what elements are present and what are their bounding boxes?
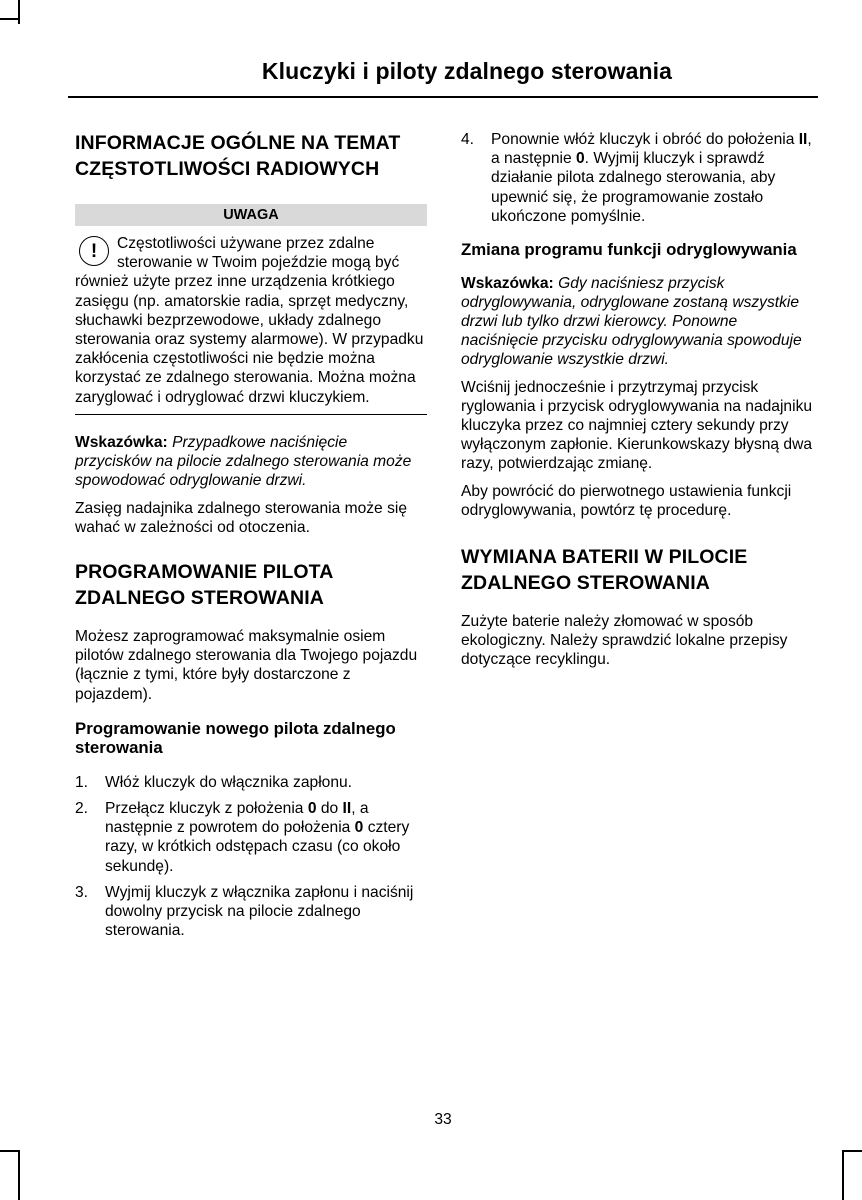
unlock-restore: Aby powrócić do pierwotnego ustawienia funkcji odryglowywania, powtórz tę procedurę. (461, 482, 792, 519)
exclamation-icon: ! (79, 236, 109, 266)
step-text: do (316, 800, 343, 818)
subheading-unlock-program: Zmiana programu funkcji odryglowywania (461, 240, 797, 260)
key-position: 0 (307, 800, 317, 818)
programming-intro: Możesz zaprogramować maksymalnie osiem pilotów zdalnego sterowania dla Twojego pojazdu (łącznie z tymi, które były dostarczone z pojazdem). (75, 628, 418, 703)
step-number: 4. (461, 131, 475, 148)
hint-paragraph (75, 433, 427, 491)
step-text: , a następnie z powrotem do położenia (105, 800, 369, 837)
warning-text: Częstotliwości używane przez zdalne sterowanie w Twoim pojeździe mogą być również użyte przez inne urządzenia krótkiego zasięgu (np. amatorskie radia, sprzęt medyczny, słuchawki bezprzewodowe, układy zdalnego sterowania oraz systemy alarmowe). W przypadku zakłócenia częstotliwości nie będzie można korzystać ze zdalnego sterowania. Można można zaryglować i odryglować drzwi kluczykiem. (75, 235, 424, 406)
key-position: 0 (575, 150, 585, 168)
section-heading-battery: WYMIANA BATERII W PILOCIE ZDALNEGO STEROWANIA (461, 545, 748, 594)
warning-box (75, 234, 427, 407)
crop-mark-top-left-v (18, 0, 20, 24)
step-text: Ponownie włóż kluczyk i obróć do położenia (491, 131, 799, 148)
page-number: 33 (434, 1111, 452, 1128)
list-item (75, 883, 427, 941)
crop-mark-bottom-right-h (842, 1150, 862, 1152)
warning-rule (75, 414, 427, 415)
header-rule (68, 96, 818, 98)
hint-text: Przypadkowe naciśnięcie przycisków na pilocie zdalnego sterowania może spowodować odryglowanie drzwi. (75, 434, 412, 490)
key-position: 0 (354, 819, 364, 837)
range-paragraph: Zasięg nadajnika zdalnego sterowania może się wahać w zależności od otoczenia. (75, 499, 407, 536)
warning-label: UWAGA (75, 204, 427, 226)
section-heading-programming: PROGRAMOWANIE PILOTA ZDALNEGO STEROWANIA (75, 561, 333, 610)
programming-steps-continued (461, 130, 817, 226)
step-number: 3. (75, 883, 89, 901)
section-heading-radio-frequency: INFORMACJE OGÓLNE NA TEMAT CZĘSTOTLIWOŚCI RADIOWYCH (75, 132, 401, 180)
battery-text: Zużyte baterie należy złomować w sposób ekologiczny. Należy sprawdzić lokalne przepisy dotyczące recyklingu. (461, 612, 788, 669)
hint-label: Wskazówka: (75, 434, 168, 452)
step-text: Przełącz kluczyk z położenia (105, 800, 308, 818)
list-item (75, 773, 427, 792)
step-text: cztery razy, w krótkich odstępach czasu (co około sekundę). (105, 819, 410, 875)
list-item (75, 799, 427, 876)
key-position: II (342, 800, 352, 818)
unlock-instructions: Wciśnij jednocześnie i przytrzymaj przycisk ryglowania i przycisk odryglowywania na nadajniku kluczyka przez co najmniej cztery sekundy przy wyłączonym zapłonie. Kierunkowskazy błysną dwa razy, potwierdzając zmianę. (461, 378, 813, 473)
crop-mark-bottom-left-h (0, 1150, 19, 1152)
step-text: , a następnie (491, 131, 812, 168)
subheading-new-remote: Programowanie nowego pilota zdalnego sterowania (75, 718, 396, 758)
left-column (75, 130, 427, 947)
hint-text: Gdy naciśniesz przycisk odryglowywania, odryglowane zostaną wszystkie drzwi lub tylko drzwi kierowcy. Ponowne naciśnięcie przycisku odryglowywania spowoduje odryglowanie wszystkie drzwi. (461, 274, 802, 369)
step-text: Wyjmij kluczyk z włącznika zapłonu i naciśnij dowolny przycisk na pilocie zdalnego sterowania. (105, 883, 414, 940)
programming-steps (75, 773, 427, 941)
key-position: II (798, 131, 808, 148)
hint-paragraph (461, 274, 817, 370)
crop-mark-top-left-h (0, 18, 19, 20)
page-header-title: Kluczyki i piloty zdalnego sterowania (261, 58, 672, 84)
step-text: Włóż kluczyk do włącznika zapłonu. (105, 773, 353, 791)
step-text: . Wyjmij kluczyk i sprawdź działanie pilota zdalnego sterowania, aby upewnić się, że programowanie zostało ukończone pomyślnie. (491, 150, 776, 225)
right-column (461, 130, 817, 670)
crop-mark-bottom-left-v (18, 1150, 20, 1200)
list-item (461, 130, 817, 226)
step-number: 1. (75, 773, 89, 791)
crop-mark-bottom-right-v (842, 1150, 844, 1200)
hint-label: Wskazówka: (461, 274, 554, 292)
step-number: 2. (75, 800, 89, 818)
